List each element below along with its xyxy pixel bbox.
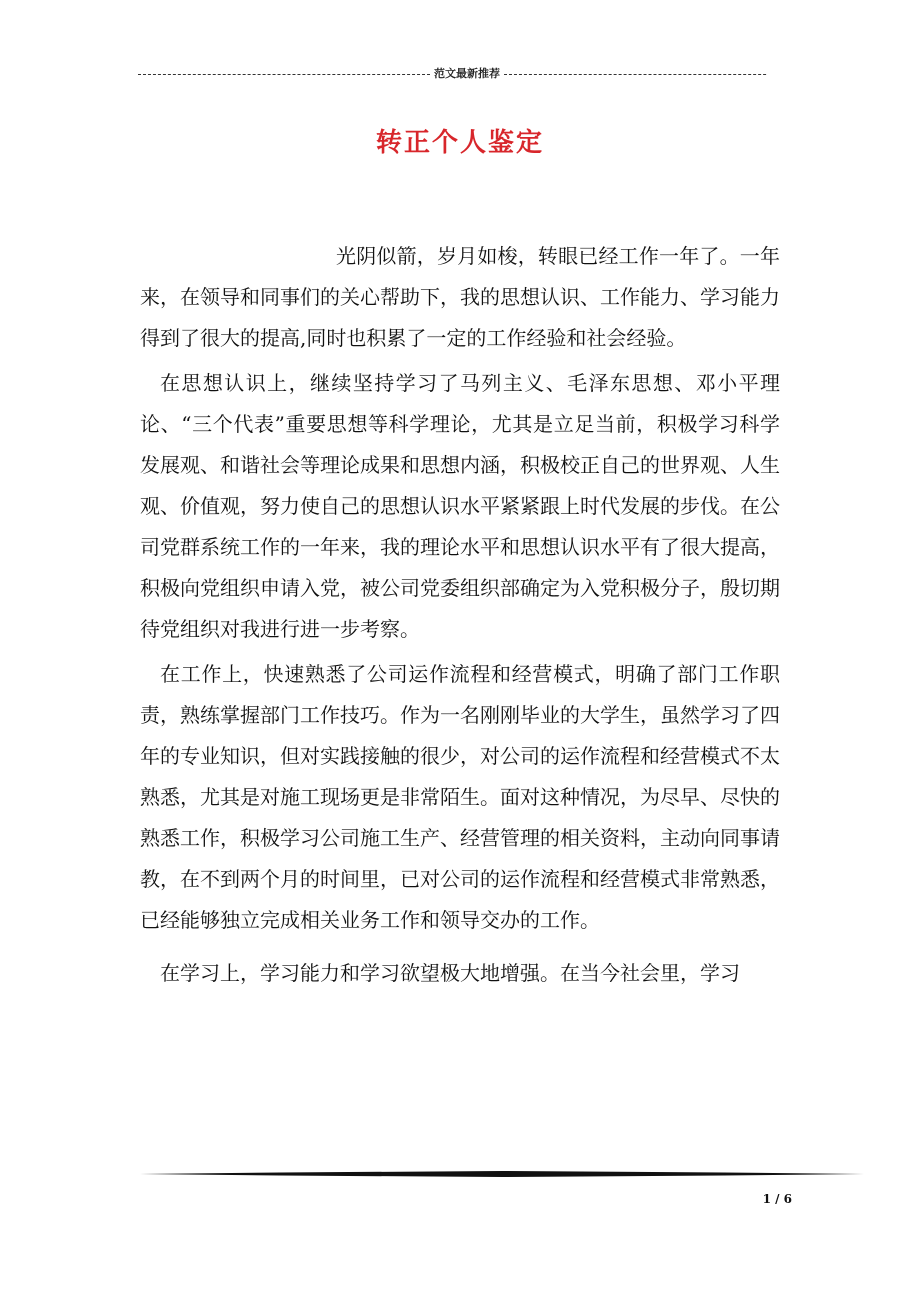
document-body [140, 236, 780, 998]
header-dash-right [504, 74, 768, 75]
document-title: 转正个人鉴定 [375, 128, 544, 158]
paragraph-study: 在学习上，学习能力和学习欲望极大地增强。在当今社会里，学习 [160, 961, 740, 985]
page-number: 1 / 6 [762, 1192, 792, 1206]
paragraph-intro: 光阴似箭，岁月如梭，转眼已经工作一年了。一年来，在领导和同事们的关心帮助下，我的思想认识、工作能力、学习能力得到了很大的提高,同时也积累了一定的工作经验和社会经验。 [140, 244, 780, 350]
paragraph-work: 在工作上，快速熟悉了公司运作流程和经营模式，明确了部门工作职责，熟练掌握部门工作技巧。作为一名刚刚毕业的大学生，虽然学习了四年的专业知识，但对实践接触的很少，对公司的运作流程和经营模式不太熟悉，尤其是对施工现场更是非常陌生。面对这种情况，为尽早、尽快的熟悉工作，积极学习公司施工生产、经营管理的相关资料，主动向同事请教，在不到两个月的时间里，已对公司的运作流程和经营模式非常熟悉，已经能够独立完成相关业务工作和领导交办的工作。 [140, 662, 780, 932]
paragraph-thought: 在思想认识上，继续坚持学习了马列主义、毛泽东思想、邓小平理论、“三个代表”重要思想等科学理论，尤其是立足当前，积极学习科学发展观、和谐社会等理论成果和思想内涵，积极校正自己的世界观、人生观、价值观，努力使自己的思想认识水平紧紧跟上时代发展的步伐。在公司党群系统工作的一年来，我的理论水平和思想认识水平有了很大提高，积极向党组织申请入党，被公司党委组织部确定为入党积极分子，殷切期待党组织对我进行进一步考察。 [140, 371, 780, 641]
header-label: 范文最新推荐 [434, 67, 500, 80]
page-header [138, 66, 768, 82]
header-dash-left [138, 74, 430, 75]
footer-rule [140, 1170, 864, 1178]
